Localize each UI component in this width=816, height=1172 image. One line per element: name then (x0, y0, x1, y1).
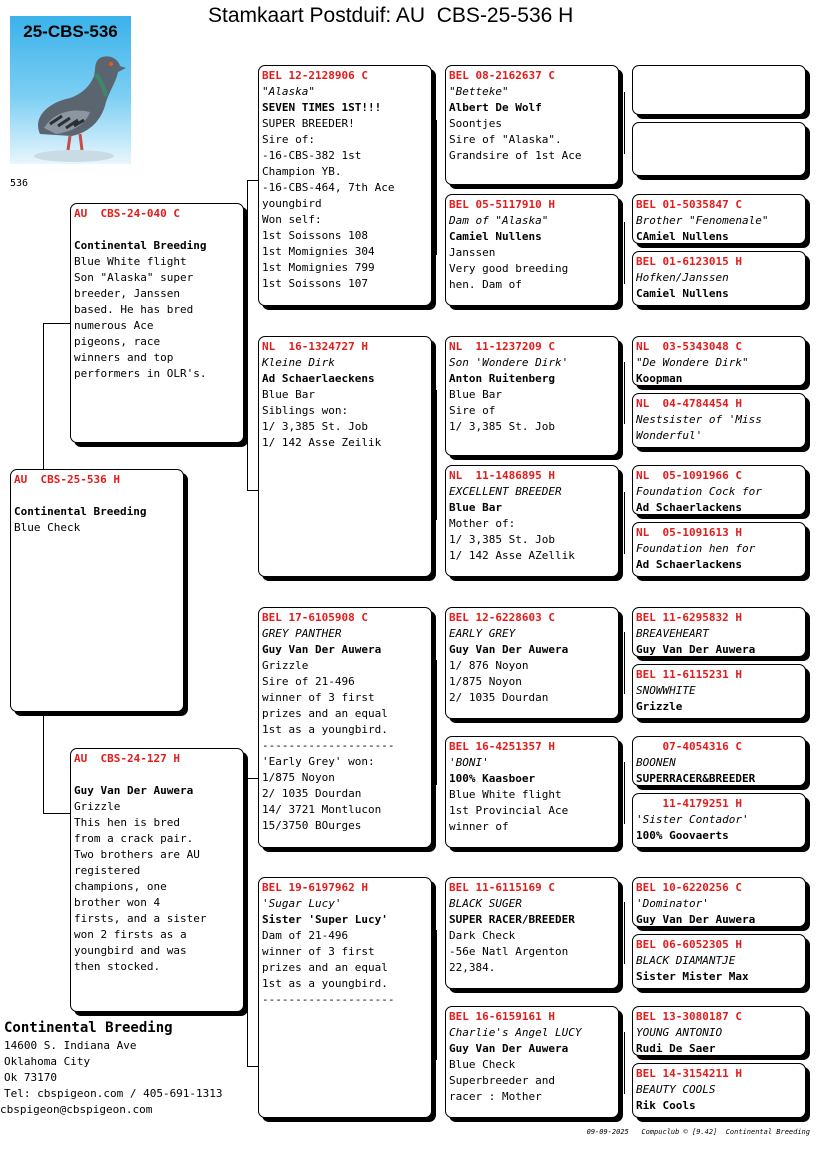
grandparent-ring: BEL 19-6197962 H (262, 881, 368, 894)
footer: 09-09-2025 Compuclub © [9.42] Continental Breeding (586, 1128, 810, 1136)
gggp-ring: BEL 11-6295832 H (636, 611, 742, 624)
breeder-city: Oklahoma City (4, 1055, 91, 1068)
ggp-name: BLACK SUGER (449, 897, 522, 910)
gggp-owner: Grizzle (636, 700, 683, 713)
dam-desc: Grizzle This hen is bred from a crack pair. Two brothers are AU registered champions, one brother won 4 firsts, and a sister won 2 firsts as a youngbird and was then stocked. (74, 800, 207, 973)
gggp-ring: 11-4179251 H (636, 797, 742, 810)
subject-pigeon-card (10, 469, 184, 712)
ggp-name: Son 'Wondere Dirk' (449, 356, 569, 369)
gggp-name: BREAVEHEART (636, 627, 709, 640)
ggp-desc: Mother of: 1/ 3,385 St. Job 1/ 142 Asse AZellik (449, 517, 575, 562)
breeder-state: Ok 73170 (4, 1071, 57, 1084)
gggp-card (632, 736, 806, 786)
gggp-ring: BEL 11-6115231 H (636, 668, 742, 681)
ggp-owner: Guy Van Der Auwera (449, 643, 569, 656)
gggp-card (632, 393, 806, 448)
ggp-ring: BEL 16-6159161 H (449, 1010, 555, 1023)
ggp-owner: Blue Bar (449, 501, 502, 514)
ggp-owner: Albert De Wolf (449, 101, 542, 114)
gggp-ring: BEL 10-6220256 C (636, 881, 742, 894)
ggp-owner: SUPER RACER/BREEDER (449, 913, 575, 926)
great-grandparent-card (445, 607, 619, 719)
grandparent-card (258, 877, 432, 1118)
sire-card (70, 203, 244, 443)
grandparent-owner: Ad Schaerlaeckens (262, 372, 375, 385)
great-grandparent-card (445, 65, 619, 185)
pigeon-photo (10, 16, 131, 164)
gggp-card (632, 877, 806, 927)
ggp-desc: Blue White flight 1st Provincial Ace winner of (449, 788, 569, 833)
dam-ring: AU CBS-24-127 H (74, 752, 180, 765)
grandparent-desc: SUPER BREEDER! Sire of: -16-CBS-382 1st Champion YB. -16-CBS-464, 7th Ace youngbird Won self: 1st Soissons 108 1st Momignies 304 1st Momignies 799 1st Soissons 107 (262, 117, 395, 290)
ggp-name: EARLY GREY (449, 627, 516, 640)
gggp-card (632, 1063, 806, 1118)
gggp-owner: Guy Van Der Auwera (636, 913, 756, 926)
ggp-desc: Janssen Very good breeding hen. Dam of (449, 246, 569, 291)
breeder-name: Continental Breeding (4, 1020, 173, 1036)
gggp-name: SNOWWHITE (636, 684, 696, 697)
gggp-name: Foundation hen for (636, 542, 756, 555)
subject-desc: Blue Check (14, 521, 81, 534)
grandparent-name: "Alaska" (262, 85, 315, 98)
grandparent-card (258, 65, 432, 306)
ring-short-label: 536 (10, 178, 29, 189)
great-grandparent-card (445, 194, 619, 306)
gggp-card (632, 607, 806, 657)
ggp-owner: Guy Van Der Auwera (449, 1042, 569, 1055)
gggp-ring: NL 05-1091966 C (636, 469, 742, 482)
gggp-name: BOONEN (636, 756, 676, 769)
ggp-desc: Dark Check -56e Natl Argenton 22,384. (449, 929, 569, 974)
gggp-owner: Rik Cools (636, 1099, 696, 1112)
dam-card (70, 748, 244, 1012)
gggp-ring: 07-4054316 C (636, 740, 742, 753)
gggp-owner: CAmiel Nullens (636, 230, 729, 243)
ggp-desc: Blue Bar Sire of 1/ 3,385 St. Job (449, 388, 555, 433)
gggp-ring: NL 04-4784454 H (636, 397, 742, 410)
gggp-card (632, 336, 806, 386)
subject-owner: Continental Breeding (14, 505, 147, 518)
breeder-info (0, 1018, 223, 1118)
gggp-card (632, 122, 806, 176)
gggp-ring: BEL 01-5035847 C (636, 198, 742, 211)
ggp-ring: NL 11-1237209 C (449, 340, 555, 353)
gggp-name: Hofken/Janssen (636, 271, 729, 284)
gggp-card (632, 1006, 806, 1056)
grandparent-card (258, 336, 432, 577)
ggp-desc: 1/ 876 Noyon 1/875 Noyon 2/ 1035 Dourdan (449, 659, 549, 704)
gggp-owner: 100% Goovaerts (636, 829, 729, 842)
breeder-email: cbspigeon@cbspigeon.com (0, 1103, 153, 1116)
gggp-name: "De Wondere Dirk" (636, 356, 749, 369)
gggp-owner: Ad Schaerlackens (636, 558, 742, 571)
ggp-name: "Betteke" (449, 85, 509, 98)
grandparent-card (258, 607, 432, 848)
breeder-address: 14600 S. Indiana Ave (4, 1039, 137, 1052)
photo-ring-label: 25-CBS-536 (23, 22, 118, 41)
gggp-card (632, 465, 806, 515)
ggp-ring: BEL 11-6115169 C (449, 881, 555, 894)
great-grandparent-card (445, 736, 619, 848)
ggp-owner: Anton Ruitenberg (449, 372, 555, 385)
ggp-ring: BEL 05-5117910 H (449, 198, 555, 211)
gggp-card (632, 934, 806, 989)
gggp-name: BEAUTY COOLS (636, 1083, 716, 1096)
gggp-name: YOUNG ANTONIO (636, 1026, 723, 1039)
gggp-ring: NL 05-1091613 H (636, 526, 742, 539)
grandparent-desc: Grizzle Sire of 21-496 winner of 3 first prizes and an equal 1st as a youngbird. -------------------- 'Early Grey' won: 1/875 Noyon 2/ 1035 Dourdan 14/ 3721 Montlucon 15/3750 BOurges (262, 659, 395, 832)
great-grandparent-card (445, 336, 619, 456)
gggp-name: Brother "Fenomenale" (636, 214, 769, 227)
grandparent-desc: Dam of 21-496 winner of 3 first prizes and an equal 1st as a youngbird. -------------------- (262, 929, 395, 1006)
ggp-ring: BEL 08-2162637 C (449, 69, 555, 82)
ggp-desc: Soontjes Sire of "Alaska". Grandsire of 1st Ace (449, 117, 582, 162)
sire-ring: AU CBS-24-040 C (74, 207, 180, 220)
gggp-card (632, 251, 806, 306)
gggp-owner: Ad Schaerlackens (636, 501, 742, 514)
great-grandparent-card (445, 877, 619, 989)
ggp-ring: BEL 12-6228603 C (449, 611, 555, 624)
ggp-owner: Camiel Nullens (449, 230, 542, 243)
breeder-tel: Tel: cbspigeon.com / 405-691-1313 (4, 1087, 223, 1100)
grandparent-ring: NL 16-1324727 H (262, 340, 368, 353)
gggp-card (632, 65, 806, 115)
gggp-name: Nestsister of 'Miss Wonderful' (636, 413, 762, 442)
ggp-name: 'BONI' (449, 756, 489, 769)
ggp-name: Charlie's Angel LUCY (449, 1026, 582, 1039)
grandparent-name: 'Sugar Lucy' (262, 897, 342, 910)
gggp-ring: BEL 14-3154211 H (636, 1067, 742, 1080)
subject-ring: AU CBS-25-536 H (14, 473, 120, 486)
gggp-name: 'Sister Contador' (636, 813, 749, 826)
grandparent-owner: SEVEN TIMES 1ST!!! (262, 101, 382, 114)
ggp-ring: BEL 16-4251357 H (449, 740, 555, 753)
gggp-card (632, 664, 806, 719)
sire-owner: Continental Breeding (74, 239, 207, 252)
gggp-card (632, 793, 806, 848)
gggp-ring: BEL 13-3080187 C (636, 1010, 742, 1023)
page-title: Stamkaart Postduif: AU CBS-25-536 H (208, 4, 574, 27)
gggp-name: BLACK DIAMANTJE (636, 954, 736, 967)
gggp-card (632, 522, 806, 577)
gggp-owner: Guy Van Der Auwera (636, 643, 756, 656)
grandparent-ring: BEL 12-2128906 C (262, 69, 368, 82)
ggp-ring: NL 11-1486895 H (449, 469, 555, 482)
ggp-name: EXCELLENT BREEDER (449, 485, 562, 498)
grandparent-owner: Sister 'Super Lucy' (262, 913, 388, 926)
gggp-owner: SUPERRACER&BREEDER (636, 772, 756, 785)
grandparent-name: Kleine Dirk (262, 356, 335, 369)
gggp-owner: Rudi De Saer (636, 1042, 716, 1055)
grandparent-owner: Guy Van Der Auwera (262, 643, 382, 656)
gggp-owner: Koopman (636, 372, 683, 385)
sire-desc: Blue White flight Son "Alaska" super breeder, Janssen based. He has bred numerous Ace pigeons, race winners and top performers in OLR's. (74, 255, 207, 380)
grandparent-name: GREY PANTHER (262, 627, 342, 640)
grandparent-ring: BEL 17-6105908 C (262, 611, 368, 624)
ggp-name: Dam of "Alaska" (449, 214, 549, 227)
gggp-owner: Sister Mister Max (636, 970, 749, 983)
great-grandparent-card (445, 465, 619, 577)
gggp-name: 'Dominator' (636, 897, 709, 910)
gggp-owner: Camiel Nullens (636, 287, 729, 300)
dam-owner: Guy Van Der Auwera (74, 784, 194, 797)
gggp-ring: BEL 06-6052305 H (636, 938, 742, 951)
gggp-card (632, 194, 806, 244)
gggp-ring: BEL 01-6123015 H (636, 255, 742, 268)
ggp-desc: Blue Check Superbreeder and racer : Mother (449, 1058, 555, 1103)
great-grandparent-card (445, 1006, 619, 1118)
grandparent-desc: Blue Bar Siblings won: 1/ 3,385 St. Job 1/ 142 Asse Zeilik (262, 388, 382, 449)
gggp-name: Foundation Cock for (636, 485, 762, 498)
gggp-ring: NL 03-5343048 C (636, 340, 742, 353)
ggp-owner: 100% Kaasboer (449, 772, 536, 785)
